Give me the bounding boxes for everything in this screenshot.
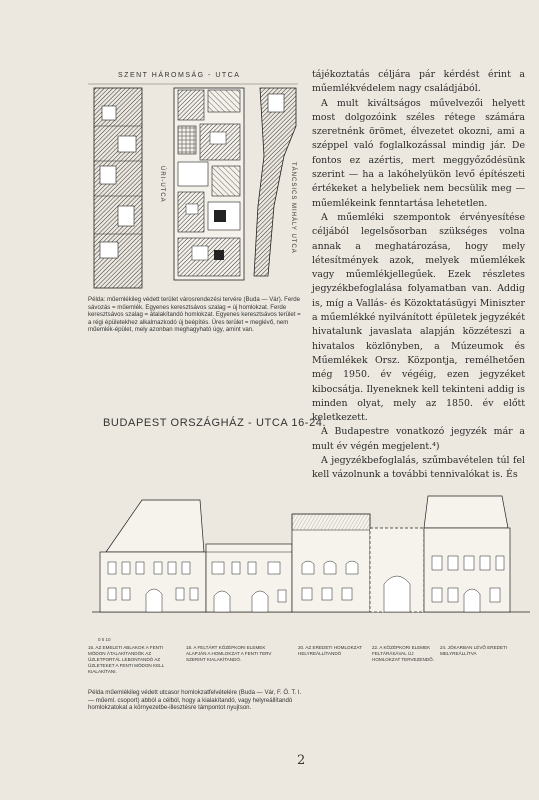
paragraph: A mult kiváltságos művelvezői helyett most dolgozóink széles rétege számára szeretnénk örömet, élvezetet okozni, ami a széppel való foglalkozással mindig jár. De fontos ez azértis, mert meggyőződésünk szerint — ha a lakóhelyükön levő építészeti értékeket a helybeliek nem becsülik meg — műemlékeink fenntartása lehetetlen. xyxy=(312,97,525,209)
legend-item: 16. AZ EMELETI ABLAKOK A FENTI MÓDON ÁTALAKÍTANDÓK AZ ÜZLETPORTÁL LEBONTANDÓ AZ ÜZLETEKET A FENTI MÓDON KELL KIALAKÍTANI. xyxy=(88,645,165,674)
facade-title: BUDAPEST ORSZÁGHÁZ - UTCA 16-24. xyxy=(103,417,327,429)
facade-legend xyxy=(88,645,528,685)
legend-item: 22. A KÖZÉPKORI ELEMEK FELTÁRÁSÁVAL ÚJ HOMLOKZAT TERVEZENDŐ. xyxy=(372,645,434,662)
street-label-top: SZENT HÁROMSÁG - UTCA xyxy=(118,72,241,79)
map-caption: Példa: műemlékileg védett terület városrendezési tervére (Buda — Vár). Ferde sávozás = műemlék. Egyenes keresztsávos szalag = új homlokzat. Ferde keresztsávos szalag = átalakítandó homlokzat. Egyenes keresztsávos terület = a régi épületekhez alkalmazkodó új beépítés. Üres terület = meglévő, nem műemlék-épület, mely azonban meghagyható úgy, amint van. xyxy=(88,296,301,334)
scale-bar-label: 0 5 10 xyxy=(98,637,111,642)
paragraph: A Budapestre vonatkozó jegyzék már a mult év végén megjelent.⁴) xyxy=(312,426,525,452)
site-plan-map xyxy=(88,66,300,292)
page-number: 2 xyxy=(297,753,306,768)
paragraph: A jegyzékbefoglalás, szűmbavételen túl fel kell vázolnunk a további tennivalókat is. És xyxy=(312,455,525,481)
street-facade-elevation xyxy=(92,488,530,638)
legend-item: 20. AZ EREDETI HOMLOKZAT HELYREÁLLÍTANDÓ xyxy=(298,645,362,656)
paragraph: A műemléki szempontok érvényesítése céljából legelsősorban szükséges volna annak a meghatározása, hogy mely létesítmények azok, melyek műemlékek vagy műemlékjellegűek. Ezek részletes jegyzékbefoglalása folyamatban van. Addig is, míg a Vallás- és Közoktatásügyi Miniszter a műemlékké nyilvánított épületek jegyzékét hivatalunk javaslata alapján közzéteszi a hivatalos közlönyben, a Múzeumok és Műemlékek Orsz. Központja, remélhetően még 1950. év végéig, ezen jegyzéket kibocsátja. Ilyeneknek kell tekinteni addig is minden olyat, mely az 1850. év előtt keletkezett. xyxy=(312,211,525,424)
street-label-right: TÁNCSICS MIHÁLY UTCA xyxy=(290,162,296,254)
legend-item: 24. JÓKARBAN LÉVŐ EREDETI MELYREÁLLÍTVA xyxy=(440,645,508,656)
legend-item: 18. A FELTÁRT KÖZÉPKORI ELEMEK ALAPJÁN A HOMLOKZAT A FENTI TERV SZERINT KIALAKÍTANDÓ. xyxy=(186,645,272,662)
paragraph: tájékoztatás céljára pár kérdést érint a műemlékvédelem nagy családjából. xyxy=(312,69,525,95)
street-label-left: ÚRI-UTCA xyxy=(159,166,165,203)
facade-caption: Példa műemlékileg védett utcasor homlokzatfelvételére (Buda — Vár, F. Ö. T. I. — műeml. csoport) abból a célból, hogy a kialakítandó, vagy helyreállítandó homlokzatokat a környezetbe-illesztésre támpontot nyujtson. xyxy=(88,689,302,712)
body-text-column xyxy=(312,68,525,483)
